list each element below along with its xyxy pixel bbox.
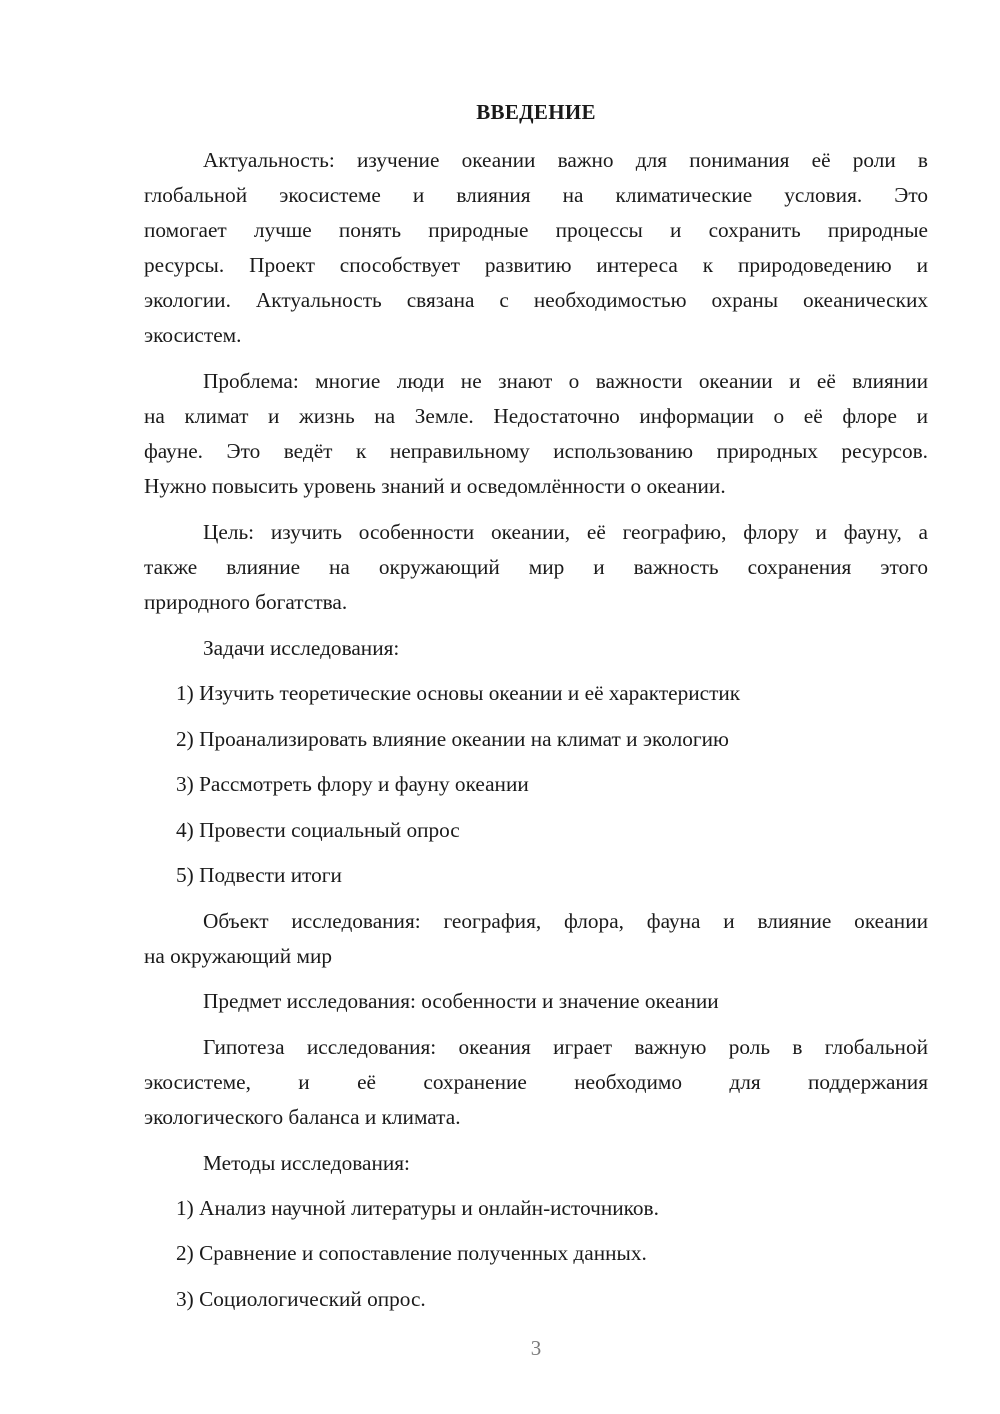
document-page xyxy=(144,0,928,1414)
object-paragraph xyxy=(144,904,928,974)
relevance-line: экологии. Актуальность связана с необходимостью охраны океанических xyxy=(144,288,928,312)
relevance-line: экосистем. xyxy=(144,323,242,347)
methods-heading: Методы исследования: xyxy=(203,1151,410,1175)
problem-line: на климат и жизнь на Земле. Недостаточно информации о её флоре и xyxy=(144,404,928,428)
problem-line: Проблема: многие люди не знают о важности океании и её влиянии xyxy=(203,369,928,393)
relevance-line: Актуальность: изучение океании важно для понимания её роли в xyxy=(203,148,928,172)
problem-paragraph xyxy=(144,364,928,504)
relevance-line: помогает лучше понять природные процессы и сохранить природные xyxy=(144,218,928,242)
page-number: 3 xyxy=(530,1336,542,1360)
goal-line: Цель: изучить особенности океании, её географию, флору и фауну, а xyxy=(203,520,928,544)
relevance-line: глобальной экосистеме и влияния на климатические условия. Это xyxy=(144,183,928,207)
method-item: 1) Анализ научной литературы и онлайн-источников. xyxy=(176,1196,659,1220)
hypothesis-paragraph xyxy=(144,1030,928,1135)
goal-line: природного богатства. xyxy=(144,590,348,614)
object-line: на окружающий мир xyxy=(144,944,333,968)
task-item: 5) Подвести итоги xyxy=(176,863,342,887)
task-item: 1) Изучить теоретические основы океании и её характеристик xyxy=(176,681,741,705)
hypothesis-line: Гипотеза исследования: океания играет важную роль в глобальной xyxy=(203,1035,928,1059)
problem-line: Нужно повысить уровень знаний и осведомлённости о океании. xyxy=(144,474,726,498)
relevance-paragraph xyxy=(144,143,928,353)
task-item: 3) Рассмотреть флору и фауну океании xyxy=(176,772,529,796)
task-item: 2) Проанализировать влияние океании на климат и экологию xyxy=(176,727,729,751)
object-line: Объект исследования: география, флора, фауна и влияние океании xyxy=(203,909,928,933)
subject-paragraph: Предмет исследования: особенности и значение океании xyxy=(203,989,719,1013)
page-title: ВВЕДЕНИЕ xyxy=(476,100,596,124)
task-item: 4) Провести социальный опрос xyxy=(176,818,460,842)
method-item: 3) Социологический опрос. xyxy=(176,1287,426,1311)
goal-line: также влияние на окружающий мир и важность сохранения этого xyxy=(144,555,928,579)
relevance-line: ресурсы. Проект способствует развитию интереса к природоведению и xyxy=(144,253,928,277)
problem-line: фауне. Это ведёт к неправильному использованию природных ресурсов. xyxy=(144,439,928,463)
method-item: 2) Сравнение и сопоставление полученных данных. xyxy=(176,1241,647,1265)
tasks-heading: Задачи исследования: xyxy=(203,636,400,660)
goal-paragraph xyxy=(144,515,928,620)
hypothesis-line: экосистеме, и её сохранение необходимо для поддержания xyxy=(144,1070,928,1094)
hypothesis-line: экологического баланса и климата. xyxy=(144,1105,461,1129)
